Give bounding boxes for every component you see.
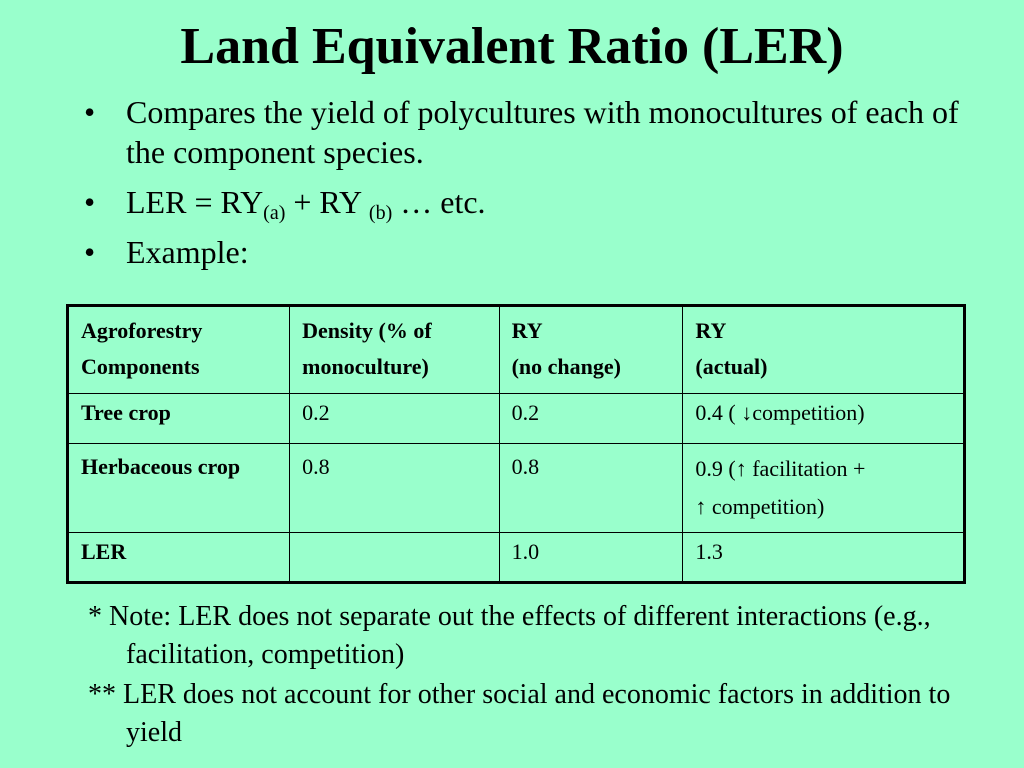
arrow-up-icon: ↑: [735, 456, 747, 481]
ry-no-change-cell: 1.0: [499, 533, 683, 583]
bullet-text: Example:: [126, 234, 249, 270]
density-cell: [290, 533, 499, 583]
bullet-list: [84, 92, 984, 282]
ry-actual-cell: [683, 394, 965, 444]
bullet-text: Compares the yield of polycultures with monocultures of each of the component species.: [126, 94, 959, 170]
ry-actual-text: facilitation +: [746, 456, 866, 481]
ry-no-change-cell: 0.2: [499, 394, 683, 444]
density-cell: 0.8: [290, 444, 499, 533]
formula-subscript-a: (a): [263, 202, 286, 224]
ry-actual-cell: [683, 444, 965, 533]
ry-actual-text: 0.9 (: [695, 456, 736, 481]
bullet-marker: •: [84, 184, 96, 220]
ler-example-table: [66, 304, 966, 584]
header-text: Density (% of: [302, 318, 432, 343]
bullet-item: [84, 232, 984, 272]
header-cell: [290, 306, 499, 394]
note-1: * Note: LER does not separate out the effects of different interactions (e.g., facilitation, competition): [88, 601, 931, 670]
bullet-marker: •: [84, 234, 96, 270]
header-text: Agroforestry: [81, 318, 203, 343]
formula-part: … etc.: [392, 184, 486, 220]
bullet-item: [84, 182, 984, 222]
ry-actual-text: competition): [706, 494, 825, 519]
header-cell: [68, 306, 290, 394]
header-text: RY: [511, 318, 543, 343]
formula-subscript-b: (b): [368, 202, 393, 224]
header-text: Components: [81, 354, 200, 379]
ry-actual-text: competition): [752, 400, 865, 425]
header-text: RY: [695, 318, 727, 343]
component-cell: Herbaceous crop: [68, 444, 290, 533]
bullet-item: [84, 92, 984, 172]
table-header-row: [68, 306, 965, 394]
component-cell: LER: [68, 533, 290, 583]
header-cell: [683, 306, 965, 394]
density-cell: 0.2: [290, 394, 499, 444]
header-cell: [499, 306, 683, 394]
ry-no-change-cell: 0.8: [499, 444, 683, 533]
arrow-down-icon: ↓: [741, 400, 753, 425]
slide-title: Land Equivalent Ratio (LER): [180, 18, 844, 75]
table-row: [68, 533, 965, 583]
header-text: monoculture): [302, 354, 429, 379]
component-cell: Tree crop: [68, 394, 290, 444]
table-row: [68, 394, 965, 444]
header-text: (no change): [511, 354, 621, 379]
note-2: ** LER does not account for other social and economic factors in addition to yield: [88, 679, 951, 748]
ler-formula: [126, 184, 486, 224]
notes-section: [88, 598, 988, 754]
formula-part: + RY: [285, 184, 369, 220]
table-row: [68, 444, 965, 533]
ry-actual-text: 0.4 (: [695, 400, 742, 425]
bullet-marker: •: [84, 94, 96, 130]
formula-part: LER = RY: [126, 184, 264, 220]
arrow-up-icon: ↑: [695, 494, 707, 519]
header-text: (actual): [695, 354, 768, 379]
ry-actual-cell: 1.3: [683, 533, 965, 583]
